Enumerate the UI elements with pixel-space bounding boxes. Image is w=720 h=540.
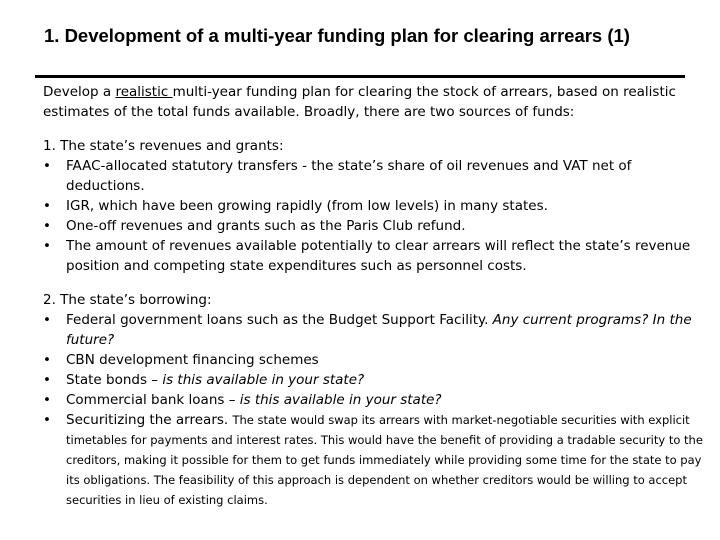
list-item-text: Commercial bank loans – [66,392,240,408]
section-borrowing-heading: 2. The state’s borrowing: [43,292,212,308]
list-item [43,216,703,236]
list-item-text: CBN development financing schemes [66,352,319,368]
list-item [43,390,703,410]
intro-text-end: multi-year funding plan for clearing the stock of arrears, based on realistic estimates of the total funds available. Broadly, there are two sources of funds: [43,84,676,120]
bullet: • [43,372,51,388]
list-item [43,350,703,370]
section-revenues-list [43,156,703,276]
intro-paragraph [43,82,703,122]
list-item-question: is this available in your state? [239,392,442,408]
list-item [43,370,703,390]
bullet: • [43,352,51,368]
slide-title: 1. Development of a multi-year funding plan for clearing arrears (1) [44,25,630,46]
list-item-text: One-off revenues and grants such as the Paris Club refund. [66,218,466,234]
section-borrowing-list [43,310,703,510]
list-item-text: State bonds – [66,372,163,388]
list-item-text: IGR, which have been growing rapidly (from low levels) in many states. [66,198,548,214]
bullet: • [43,198,51,214]
slide-body [43,82,703,510]
list-item-detail: The state would swap its arrears with market-negotiable securities with explicit timetables for payments and interest rates. This would have the benefit of providing a tradable security to the creditors, making it possible for them to get funds immediately while providing some time for the state to pay its obligations. The feasibility of this approach is dependent on whether creditors would be willing to accept securities in lieu of existing claims. [66,413,703,507]
section-revenues [43,136,703,276]
list-item-text: Securitizing the arrears. [66,412,233,428]
bullet: • [43,218,51,234]
list-item-question: is this available in your state? [162,372,365,388]
list-item [43,156,703,196]
bullet: • [43,412,51,428]
section-revenues-heading: 1. The state’s revenues and grants: [43,138,284,154]
list-item-text: Federal government loans such as the Budget Support Facility. [66,312,493,328]
bullet: • [43,392,51,408]
list-item-text: FAAC-allocated statutory transfers - the state’s share of oil revenues and VAT net of deductions. [66,158,632,194]
list-item [43,410,703,510]
list-item-text: The amount of revenues available potentially to clear arrears will reflect the state’s revenue position and competing state expenditures such as personnel costs. [66,238,691,274]
list-item [43,196,703,216]
title-divider [35,75,685,78]
bullet: • [43,158,51,174]
bullet: • [43,312,51,328]
bullet: • [43,238,51,254]
list-item-question: Any current programs? In the future? [66,312,692,348]
intro-text-start: Develop a [43,84,116,100]
list-item [43,310,703,350]
list-item [43,236,703,276]
intro-underlined-word: realistic [115,84,173,100]
section-borrowing [43,290,703,510]
